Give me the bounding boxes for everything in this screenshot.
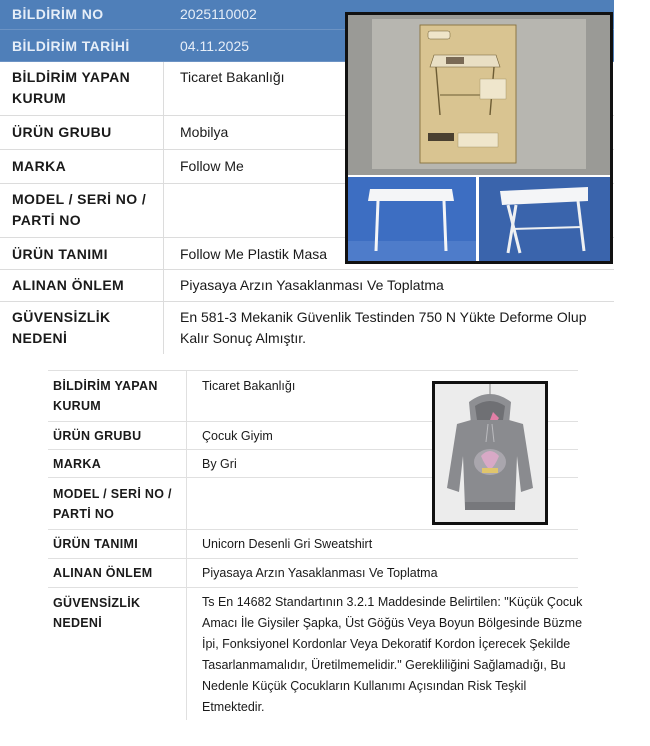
measure-taken-label: ALINAN ÖNLEM	[53, 566, 153, 580]
measure-taken-value: Piyasaya Arzın Yasaklanması Ve Toplatma	[180, 277, 444, 293]
notification-date-value: 04.11.2025	[180, 38, 250, 54]
reporting-agency-label: BİLDİRİM YAPAN KURUM	[53, 379, 158, 413]
notification-number-value: 2025110002	[180, 6, 257, 22]
notification-date-label: BİLDİRİM TARİHİ	[12, 38, 130, 54]
model-serial-label: MODEL / SERİ NO / PARTİ NO	[12, 191, 147, 228]
product-group-label: ÜRÜN GRUBU	[12, 124, 112, 140]
brand-label: MARKA	[53, 457, 102, 471]
reporting-agency-label: BİLDİRİM YAPAN KURUM	[12, 69, 131, 106]
reporting-agency-value: Ticaret Bakanlığı	[202, 379, 296, 393]
unsafety-reason-row	[48, 588, 583, 720]
product-description-label: ÜRÜN TANIMI	[12, 246, 108, 262]
product-description-row	[48, 530, 578, 559]
product-description-value: Follow Me Plastik Masa	[180, 246, 328, 262]
measure-taken-row	[48, 559, 578, 588]
product-description-value: Unicorn Desenli Gri Sweatshirt	[202, 537, 373, 551]
product-group-value: Mobilya	[180, 124, 229, 140]
sweatshirt-product-image	[435, 384, 545, 522]
product-group-value: Çocuk Giyim	[202, 429, 273, 443]
measure-taken-value: Piyasaya Arzın Yasaklanması Ve Toplatma	[202, 566, 438, 580]
brand-label: MARKA	[12, 158, 67, 174]
table-product-image	[348, 15, 610, 261]
brand-value: By Gri	[202, 457, 237, 471]
product-photo-sweatshirt	[432, 381, 548, 525]
product-description-label: ÜRÜN TANIMI	[53, 537, 139, 551]
unsafety-reason-value: En 581-3 Mekanik Güvenlik Testinden 750 N Yükte Deforme Olup Kalır Sonuç Almıştır.	[180, 309, 587, 346]
unsafety-reason-value: Ts En 14682 Standartının 3.2.1 Maddesinde Belirtilen: "Küçük Çocuk Amacı İle Giysiler Şapka, Üst Göğüs Veya Boyun Bölgesinde Büzme İpi, Fonksiyonel Kordonlar Veya Dekoratif Kordon İçerecek Şekilde Tasarlanmamalıdır, Üretilmemelidir." Gerekliliğini Sağlamadığı, Bu Nedenle Küçük Çocukların Kullanımı Açısından Risk Teşkil Etmektedir.	[202, 595, 583, 714]
product-group-label: ÜRÜN GRUBU	[53, 429, 142, 443]
notification-number-label: BİLDİRİM NO	[12, 6, 104, 22]
unsafety-reason-label: GÜVENSİZLİK NEDENİ	[53, 596, 141, 630]
model-serial-label: MODEL / SERİ NO / PARTİ NO	[53, 487, 172, 521]
measure-taken-label: ALINAN ÖNLEM	[12, 277, 125, 293]
brand-value: Follow Me	[180, 158, 244, 174]
unsafety-reason-row	[0, 302, 614, 354]
product-photo-table	[345, 12, 613, 264]
unsafety-reason-label: GÜVENSİZLİK NEDENİ	[12, 309, 111, 346]
reporting-agency-value: Ticaret Bakanlığı	[180, 69, 285, 85]
measure-taken-row	[0, 270, 614, 302]
